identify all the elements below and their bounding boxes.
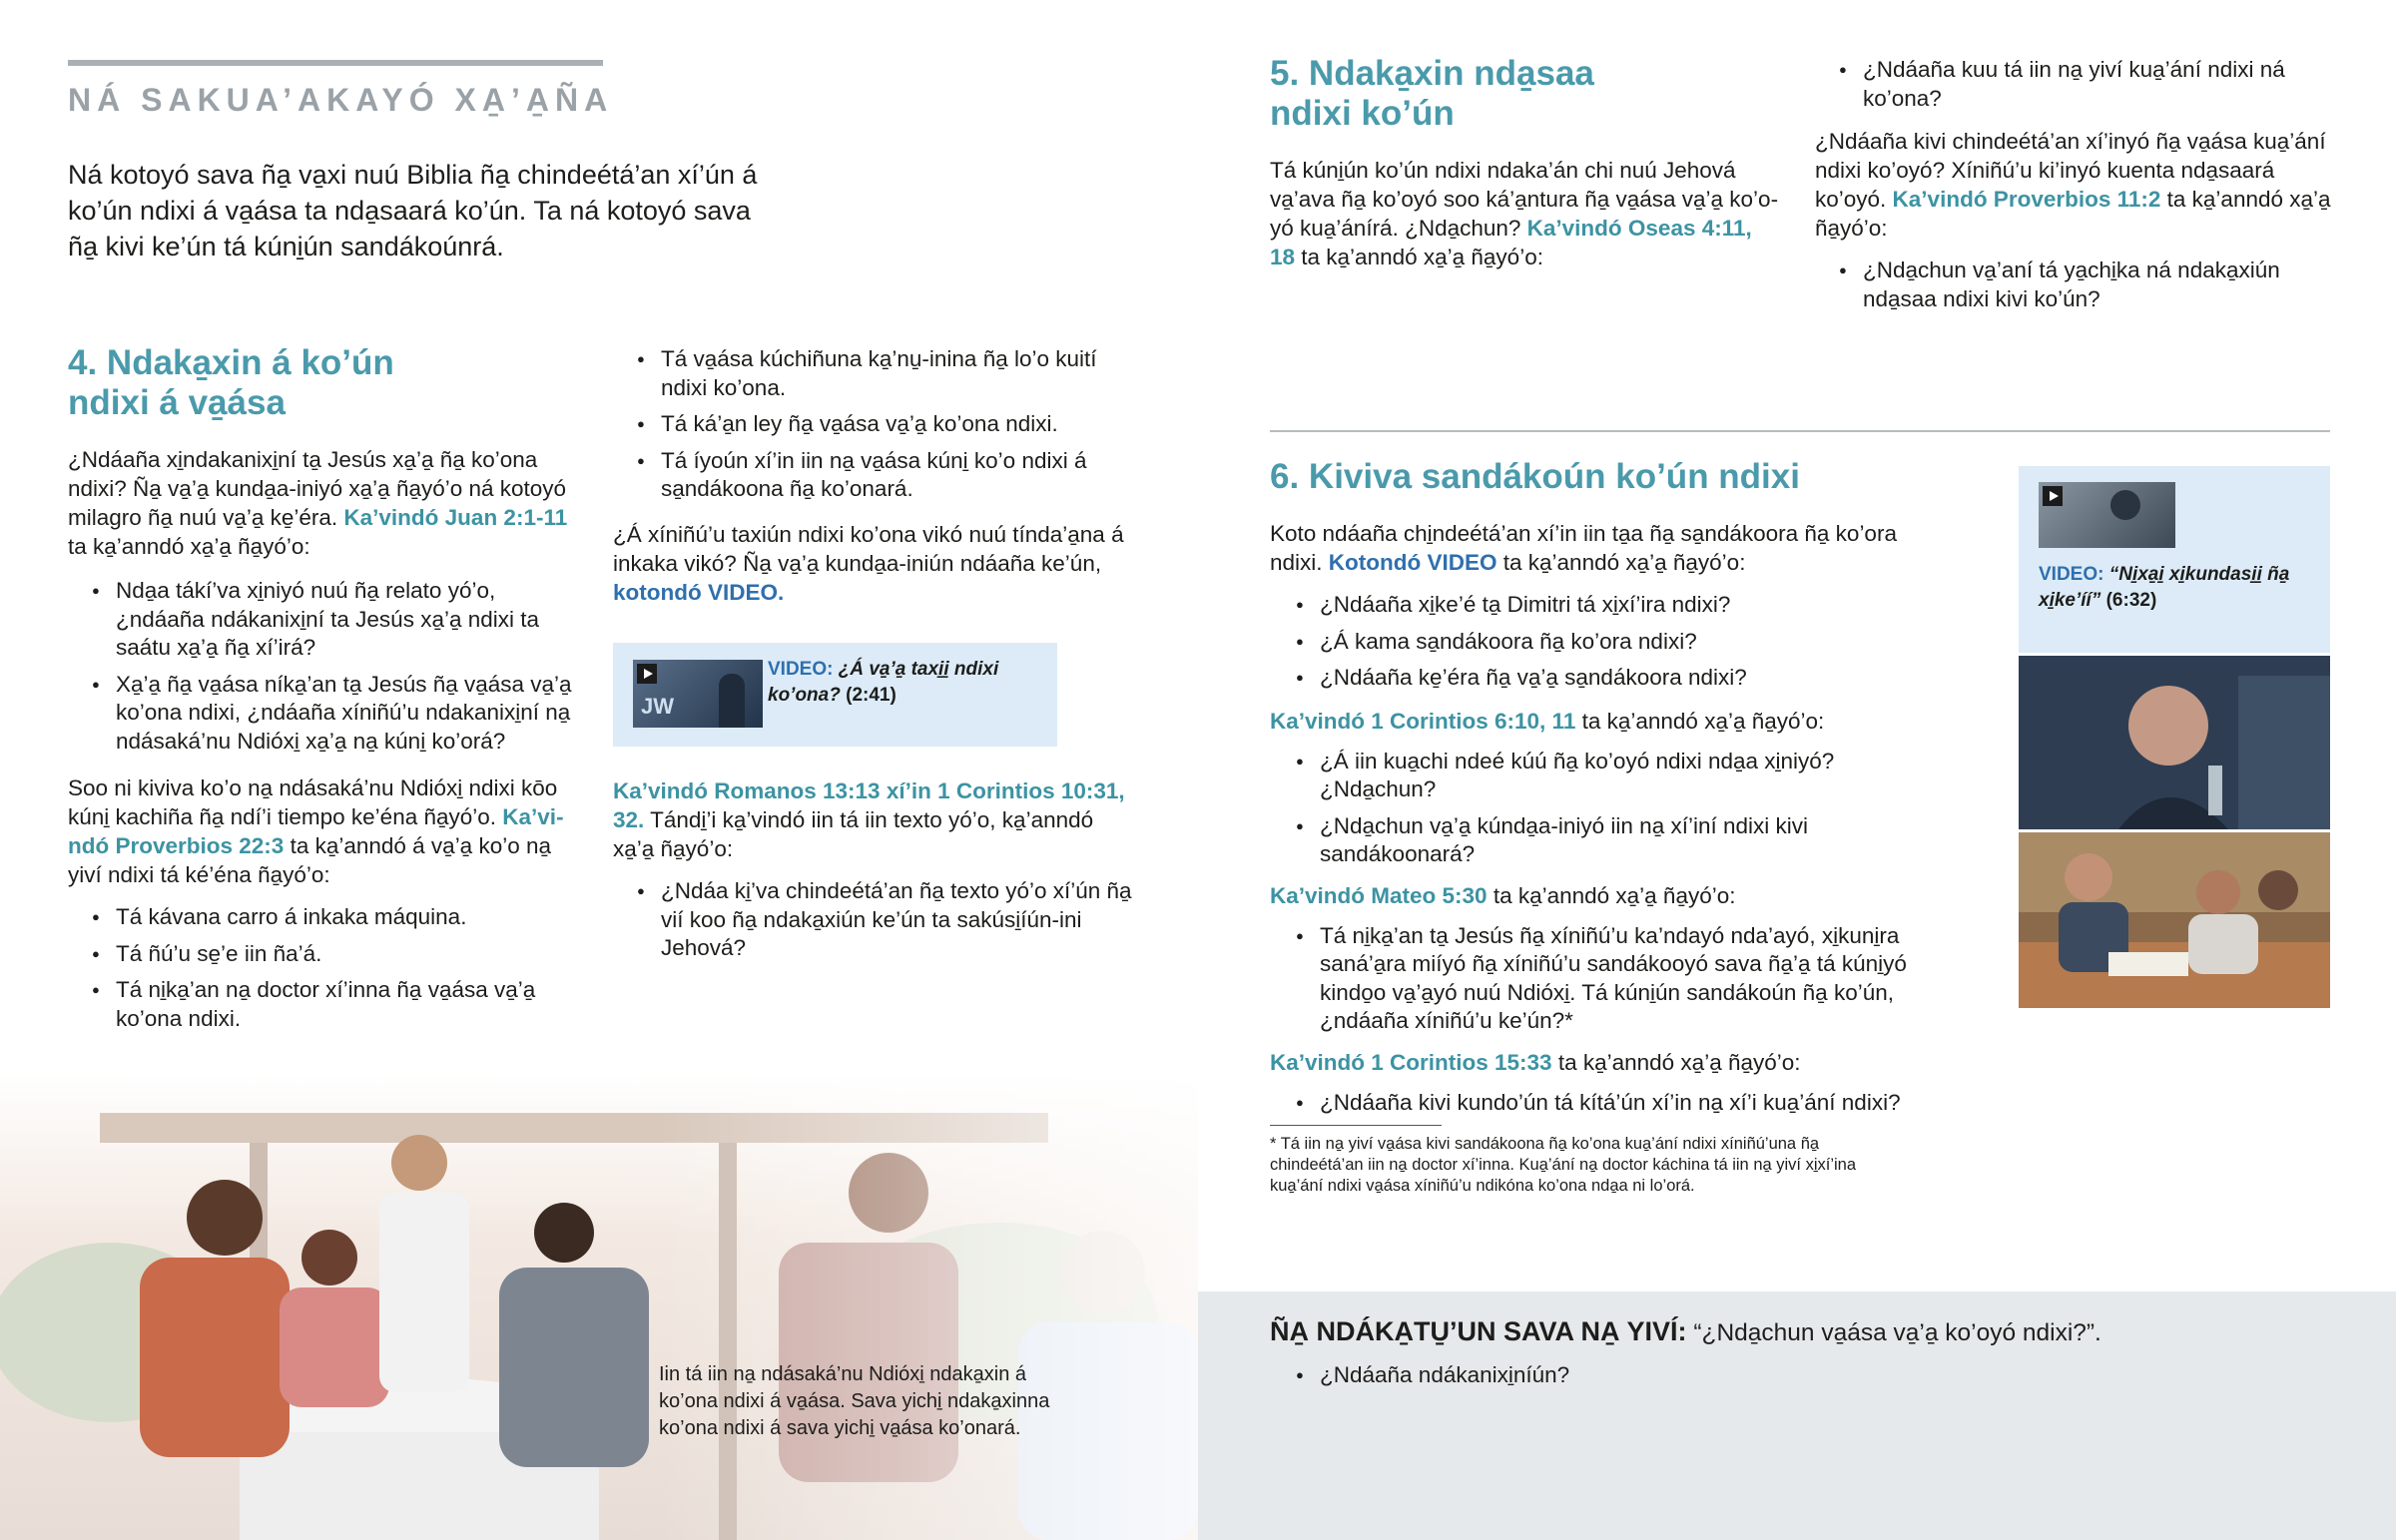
- header-rule: [68, 60, 603, 66]
- family-study-image: [2019, 832, 2330, 1008]
- play-icon[interactable]: [637, 664, 657, 684]
- scripture-link-1-corintios-6[interactable]: Ka’vindó 1 Corintios 6:10, 11: [1270, 708, 1576, 734]
- section-4-paragraph-3: ¿Á xíniñú’u taxiún ndixi ko’ona vikó nuú tínda’a̱na á inkaka vikó? Ña̱ va̱’a̱ kunda̱a-iniún ndáaña ke’ún, kotondó VIDEO.: [613, 521, 1124, 605]
- summary-bullets: [1296, 1361, 2294, 1398]
- list-item: ● ¿Nda̱chun va̱’a̱ kúnda̱a-iniyó iin na̱ xí’iní ndixi kivi sandákoonará?: [1296, 812, 1929, 869]
- section-6-title: 6. Kiviva sandákoún ko’ún ndixi: [1270, 457, 1800, 496]
- restaurant-scene-image: [0, 1073, 1198, 1540]
- list-item: ● ¿Ndáaña ndákanixi̱níún?: [1296, 1361, 2294, 1390]
- scripture-link-1-corintios-15[interactable]: Ka’vindó 1 Corintios 15:33: [1270, 1049, 1552, 1075]
- summary-panel: [1198, 1291, 2396, 1540]
- section-4-conditions: [92, 903, 587, 1033]
- section-6-reading-3: Ka’vindó 1 Corintios 15:33 ta ka̱’anndó xa̱’a̱ ña̱yó’o:: [1270, 1049, 1801, 1075]
- summary-question: ÑA̱ NDÁKA̱TU̱’UN SAVA NA̱ YIVÍ: “¿Nda̱chun va̱ása va̱’a̱ ko’oyó ndixi?”.: [1270, 1316, 2101, 1346]
- list-item: ● ¿Ndáaña ke̱’éra ña̱ va̱’a̱ sa̱ndákoora ndixi?: [1296, 664, 1929, 693]
- scripture-link-romanos[interactable]: Ka’vindó Romanos 13:13 xí’in 1 Corintios 10:31, 32.: [613, 778, 1125, 832]
- man-figure-icon: [2110, 490, 2140, 520]
- section-4-title: 4. Ndaka̱xin á ko’ún ndixi á va̱ása: [68, 343, 394, 422]
- video-card-section-4[interactable]: [613, 643, 1057, 747]
- section-6-questions-1: [1296, 591, 1929, 693]
- section-5-paragraph-1: Tá kúni̱ún ko’ún ndixi ndaka’án chi nuú Jehová va̱’ava ña̱ ko’oyó soo ká’a̱ntura ña̱ va̱ása va̱’a̱ ko’oyó kua̱’ánírá. ¿Nda̱chun? Ka’vindó Oseas 4:11, 18 ta ka̱’anndó xa̱’a̱ ña̱yó’o:: [1270, 158, 1779, 269]
- list-item: ● Xa̱’a̱ ña̱ va̱ása níka̱’an ta̱ Jesús ña̱ va̱ása va̱’a̱ ko’ona ndixi, ¿ndáaña xíniñú’u ndakanixi̱ní na̱ ndásaká’nu Ndióxi̱ xa̱’a̱ na̱ kúni̱ ko’orá?: [92, 671, 587, 757]
- footnote: * Tá iin na̱ yiví va̱ása kivi sandákoona ña̱ ko’ona kua̱’ání ndixi xíniñú’una ña̱ chindeétá’an iin na̱ doctor xí’inna. Kua̱’ání na̱ doctor káchina tá iin na̱ yiví xi̱xí’ina kua̱’ání ndixi va̱ása xíniñú’u ndikóna ko’ona nda̱a ni lo’orá.: [1270, 1135, 1857, 1195]
- footnote-rule: [1270, 1125, 1442, 1126]
- list-item: ● Nda̱a tákí’va xi̱niyó nuú ña̱ relato yó’o, ¿ndáaña ndákanixi̱ní ta Jesús xa̱’a̱ ndixi ta saátu xa̱’a̱ ña̱ xí’irá?: [92, 577, 587, 663]
- page-title: NÁ SAKUA’AKAYÓ XA̱’A̱ÑA: [68, 82, 614, 118]
- play-icon[interactable]: [2043, 486, 2063, 506]
- list-item: ● ¿Ndáaña xi̱ke’é ta̱ Dimitri tá xi̱xí’ira ndixi?: [1296, 591, 1929, 620]
- list-item: ● ¿Á kama sa̱ndákoora ña̱ ko’ora ndixi?: [1296, 628, 1929, 657]
- scripture-link-proverbios-11[interactable]: Ka’vindó Proverbios 11:2: [1892, 187, 2161, 212]
- scripture-link-oseas[interactable]: Ka’vindó Oseas 4:11, 18: [1270, 216, 1752, 269]
- video-label-2: VIDEO: “Ni̱xa̱i̱ xi̱kundasi̱i̱ ña̱ xi̱ke’íí” (6:32): [2039, 564, 2290, 611]
- section-4-questions-2: [637, 877, 1132, 963]
- section-4-questions-1: [92, 577, 587, 756]
- photo-family-studying: [2019, 832, 2330, 1008]
- list-item: ● Tá ni̱ka̱’an ta̱ Jesús ña̱ xíniñú’u ka’ndayó nda’ayó, xi̱kuni̱ra saná’a̱ra miíyó ña̱ xíniñú’u sandákooyó sava ña̱’a̱ tá kúni̱yó kindo̱o va̱’a̱yó nuú Ndióxi̱. Tá kúni̱ún sandákoún ña̱ ko’ún, ¿ndáaña xíniñú’u ke’ún?*: [1296, 922, 1929, 1036]
- watch-video-link-2[interactable]: Kotondó VIDEO: [1328, 550, 1498, 575]
- list-item: ● ¿Nda̱chun va̱’aní tá ya̱chi̱ka ná ndaka̱xiún nda̱saa ndixi kivi ko’ún?: [1839, 257, 2334, 313]
- list-item: ● Tá ká’a̱n ley ña̱ va̱ása va̱’a̱ ko’ona ndixi.: [637, 410, 1132, 439]
- section-4-paragraph-1: ¿Ndáaña xi̱ndakanixi̱ní ta̱ Jesús xa̱’a̱ ña̱ ko’ona ndixi? Ña̱ va̱’a̱ kunda̱a-iniyó xa̱’a̱ ña̱yó’o ná kotoyó milagro ña̱ nuú va̱’a̱ ke̱’éra. Ka’vindó Juan 2:1-11 ta ka̱’anndó xa̱’a̱ ña̱yó’o:: [68, 447, 568, 559]
- section-divider: [1270, 430, 2330, 432]
- video-label: VIDEO: ¿Á va̱’a̱ taxi̱i̱ ndixi ko’ona? (2:41): [768, 659, 999, 706]
- list-item: ● ¿Ndáaña kivi kundo’ún tá kítá’ún xí’in na̱ xí’i kua̱’ání ndixi?: [1296, 1089, 1929, 1118]
- section-6-questions-4: [1296, 1089, 1929, 1118]
- section-6-paragraph-1: Koto ndáaña chi̱ndeétá’an xí’in iin ta̱a ña̱ sa̱ndákoora ña̱ ko’ora ndixi. Kotondó VIDEO ta ka̱’anndó xa̱’a̱ ña̱yó’o:: [1270, 521, 1897, 575]
- section-4-col-b: [613, 345, 1132, 607]
- jw-logo-icon: JW: [641, 694, 674, 719]
- scripture-link-juan[interactable]: Ka’vindó Juan 2:1-11: [343, 505, 568, 530]
- video-thumbnail-2[interactable]: [2039, 482, 2175, 548]
- list-item: ● ¿Á iin kua̱chi ndeé kúú ña̱ ko’oyó ndixi nda̱a xi̱niyó? ¿Nda̱chun?: [1296, 748, 1929, 804]
- list-item: ● Tá kávana carro á inkaka máquina.: [92, 903, 587, 932]
- section-6-questions-3: [1296, 922, 1929, 1036]
- video-thumbnail[interactable]: [633, 660, 763, 728]
- section-5-paragraph-2: ¿Ndáaña kivi chindeétá’an xí’inyó ña̱ va̱ása kua̱’ání ndixi ko’oyó? Xíniñú’u ki’inyó kuenta nda̱saará ko’oyó. Ka’vindó Proverbios 11:2 ta ka̱’anndó xa̱’a̱ ña̱yó’o:: [1815, 129, 2331, 241]
- presenter-figure-icon: [719, 674, 745, 728]
- list-item: ● Tá ni̱ka̱’an na̱ doctor xí’inna ña̱ va̱ása va̱’a̱ ko’ona ndixi.: [92, 976, 587, 1033]
- section-4-paragraph-2: Soo ni kiviva ko’o na̱ ndásaká’nu Ndióxi̱ ndixi kōo kúni̱ kachiña ña̱ ndí’i tiempo ke’éna ña̱yó’o. Ka’vindó Proverbios 22:3 ta ka̱’anndó á va̱’a̱ ko’o na̱ yiví ndixi tá ké’éna ña̱yó’o:: [68, 775, 564, 887]
- restaurant-illustration: [0, 1073, 1198, 1540]
- section-4-paragraph-4: Ka’vindó Romanos 13:13 xí’in 1 Corintios 10:31, 32. Tándi̱’i ka̱’vindó iin tá iin texto yó’o, ka̱’anndó xa̱’a̱ ña̱yó’o:: [613, 778, 1125, 861]
- section-5-questions-2: [1839, 257, 2334, 313]
- list-item: ● ¿Ndáa ki̱’va chindeétá’an ña̱ texto yó’o xí’ún ña̱ vií koo ña̱ ndaka̱xiún ke’ún ta sakúsi̱íún-ini Jehová?: [637, 877, 1132, 963]
- list-item: ● Tá va̱ása kúchiñuna ka̱’nu̱-inina ña̱ lo’o kuití ndixi ko’ona.: [637, 345, 1132, 402]
- section-5-title: 5. Ndaka̱xin nda̱saa ndixi ko’ún: [1270, 54, 1594, 133]
- watch-video-link[interactable]: kotondó VIDEO.: [613, 579, 785, 605]
- section-4-col-b-lower: [613, 776, 1132, 971]
- scripture-link-mateo[interactable]: Ka’vindó Mateo 5:30: [1270, 882, 1488, 908]
- list-item: ● ¿Ndáaña kuu tá iin na̱ yiví kua̱’ání ndixi ná ko’ona?: [1839, 56, 2334, 113]
- section-6-questions-2: [1296, 748, 1929, 869]
- section-6-main: [1270, 457, 1929, 1197]
- intro-text: Ná kotoyó sava ña̱ va̱xi nuú Biblia ña̱ chindeétá’an xí’ún á ko’ún ndixi á va̱ása ta nda̱saará ko’ún. Ta ná kotoyó sava ña̱ kivi ke’ún tá kúni̱ún sandákoúnrá.: [68, 160, 758, 261]
- illustration-caption: Iin tá iin na̱ ndásaká’nu Ndióxi̱ ndaka̱xin á ko’ona ndixi á va̱ása. Sava yichi̱ ndaka̱xinna ko’ona ndixi á sava yichi̱ va̱ása ko’onará.: [659, 1363, 1050, 1439]
- section-5-col-a: [1270, 54, 1779, 271]
- section-6-reading-1: Ka’vindó 1 Corintios 6:10, 11 ta ka̱’anndó xa̱’a̱ ña̱yó’o:: [1270, 708, 1825, 734]
- section-5-col-b: [1815, 56, 2334, 321]
- scripture-link-proverbios-22[interactable]: Ka’vindó Proverbios 22:3: [68, 804, 564, 858]
- video-card-section-6[interactable]: [2019, 466, 2330, 653]
- list-item: ● Tá ñú’u se̱’e iin ña’á.: [92, 940, 587, 969]
- summary-label: ÑA̱ NDÁKA̱TU̱’UN SAVA NA̱ YIVÍ:: [1270, 1316, 1687, 1346]
- section-5-questions-1: [1839, 56, 2334, 113]
- list-item: ● Tá íyoún xí’in iin na̱ va̱ása kúni̱ ko’o ndixi á sa̱ndákoona ña̱ ko’onará.: [637, 447, 1132, 504]
- man-drinking-image: [2019, 656, 2330, 829]
- photo-man-drinking: [2019, 656, 2330, 829]
- section-4-conditions-cont: [637, 345, 1132, 504]
- section-6-reading-2: Ka’vindó Mateo 5:30 ta ka̱’anndó xa̱’a̱ ña̱yó’o:: [1270, 882, 1736, 908]
- section-4-col-a: [68, 343, 587, 1041]
